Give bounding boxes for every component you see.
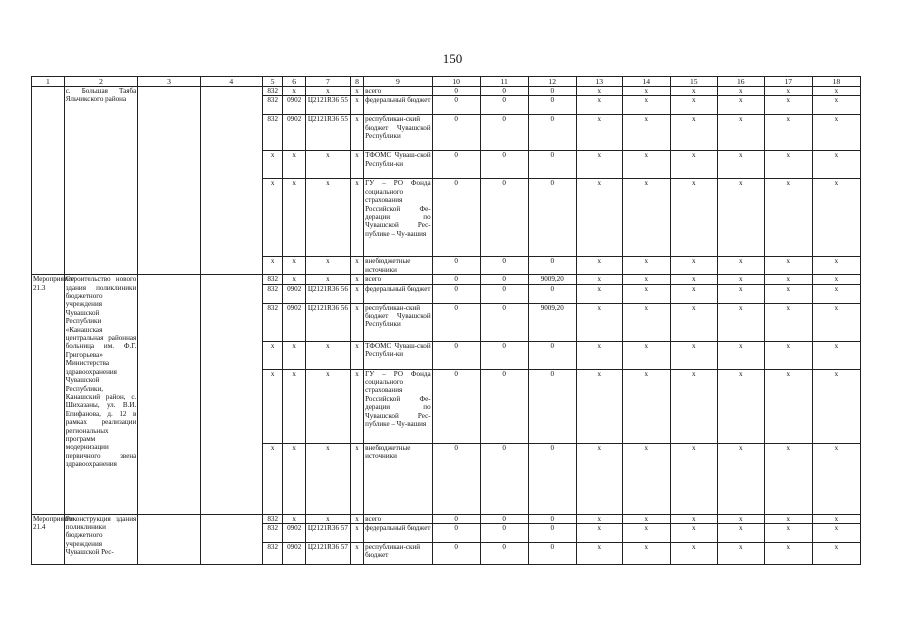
table-cell: х — [350, 543, 363, 565]
table-cell: 0 — [528, 543, 576, 565]
table-cell: х — [576, 514, 622, 523]
table-cell: 832 — [262, 514, 282, 523]
table-cell: х — [670, 87, 717, 96]
funding-source: республикан-ский бюджет Чувашской Республики — [364, 303, 432, 341]
funding-source: ГУ – РО Фонда социального страхования Российской Фе-дерации по Чувашской Рес-публике – Чу-вашия — [364, 369, 432, 443]
measure-description: с. Большая Таяба Яльчикского района — [64, 87, 138, 275]
table-cell: х — [717, 443, 764, 514]
table-cell: Ц2121R36 55 — [305, 115, 350, 151]
empty-cell — [200, 275, 262, 514]
table-cell: х — [764, 257, 812, 275]
table-cell: х — [812, 151, 860, 179]
column-header: 3 — [138, 77, 200, 87]
table-cell: 0 — [528, 115, 576, 151]
funding-source: республикан-ский бюджет Чувашской Республики — [364, 115, 432, 151]
table-cell: х — [350, 443, 363, 514]
table-cell: х — [622, 303, 670, 341]
table-cell: х — [812, 524, 860, 543]
table-cell: х — [576, 284, 622, 303]
table-cell: 9009,20 — [528, 303, 576, 341]
table-cell: 0 — [480, 524, 528, 543]
table-cell: 832 — [262, 96, 282, 115]
table-cell: х — [812, 284, 860, 303]
table-cell: х — [350, 303, 363, 341]
budget-table — [31, 76, 861, 565]
table-cell: х — [717, 151, 764, 179]
table-cell: х — [350, 369, 363, 443]
column-header: 9 — [364, 77, 432, 87]
column-header: 4 — [200, 77, 262, 87]
funding-source: всего — [364, 275, 432, 284]
table-cell: х — [717, 543, 764, 565]
table-cell: 0 — [432, 284, 480, 303]
table-cell: 0 — [480, 284, 528, 303]
column-header: 17 — [764, 77, 812, 87]
table-cell: 0 — [432, 87, 480, 96]
table-cell: 0 — [432, 115, 480, 151]
funding-source: федеральный бюджет — [364, 96, 432, 115]
table-cell: Ц2121R36 56 — [305, 284, 350, 303]
table-cell: 0 — [480, 257, 528, 275]
table-cell: х — [576, 341, 622, 369]
table-cell: Ц2121R36 56 — [305, 303, 350, 341]
table-cell: 0 — [528, 96, 576, 115]
table-cell: х — [305, 87, 350, 96]
column-header: 15 — [670, 77, 717, 87]
table-cell: х — [262, 341, 282, 369]
table-cell: 832 — [262, 524, 282, 543]
table-cell: 9009,20 — [528, 275, 576, 284]
column-header: 18 — [812, 77, 860, 87]
table-cell: 0 — [432, 543, 480, 565]
table-cell: 0 — [432, 179, 480, 257]
table-cell: 0 — [528, 284, 576, 303]
table-cell: Ц2121R36 57 — [305, 524, 350, 543]
table-cell: 832 — [262, 284, 282, 303]
table-cell: х — [305, 514, 350, 523]
table-cell: х — [283, 443, 305, 514]
table-cell: х — [764, 179, 812, 257]
table-cell: х — [670, 303, 717, 341]
table-cell: 0 — [432, 524, 480, 543]
table-cell: х — [812, 257, 860, 275]
table-cell: 0 — [528, 87, 576, 96]
table-cell: 0 — [480, 443, 528, 514]
table-cell: 0 — [480, 87, 528, 96]
table-cell: х — [576, 87, 622, 96]
table-cell: х — [305, 341, 350, 369]
table-cell: х — [622, 514, 670, 523]
table-cell: х — [350, 275, 363, 284]
column-header: 8 — [350, 77, 363, 87]
header-row — [32, 77, 861, 87]
table-cell: х — [670, 524, 717, 543]
table-cell: 0902 — [283, 284, 305, 303]
table-cell: х — [717, 514, 764, 523]
funding-source: федеральный бюджет — [364, 524, 432, 543]
table-cell: х — [622, 369, 670, 443]
table-cell: х — [812, 341, 860, 369]
table-row — [32, 87, 861, 96]
table-cell: 0 — [528, 341, 576, 369]
table-cell: х — [622, 524, 670, 543]
empty-cell — [138, 275, 200, 514]
measure-description: Реконструкция здания поликлиники бюджетного учреждения Чувашской Рес- — [64, 514, 138, 564]
table-cell: 832 — [262, 303, 282, 341]
table-cell: х — [812, 543, 860, 565]
funding-source: всего — [364, 87, 432, 96]
table-cell: х — [622, 275, 670, 284]
table-cell: 0 — [480, 115, 528, 151]
table-cell: х — [622, 543, 670, 565]
measure-number: Мероприятие 21.3 — [32, 275, 65, 514]
table-cell: 0 — [432, 514, 480, 523]
table-cell: х — [812, 275, 860, 284]
table-cell: х — [717, 257, 764, 275]
table-cell: 0 — [432, 341, 480, 369]
table-cell: 0 — [480, 96, 528, 115]
table-cell: х — [812, 115, 860, 151]
table-cell: х — [350, 514, 363, 523]
table-cell: х — [350, 284, 363, 303]
table-cell: х — [764, 543, 812, 565]
table-cell: х — [764, 96, 812, 115]
measure-description: Строительство нового здания поликлиники бюджетного учреждения Чувашской Республики «Канашская центральная районная больница им. Ф.Г. Григорьева» Министерства здравоохранения Чувашской Республики, Канашский район, с. Шихазаны, ул. В.И. Епифанова, д. 12 в рамках реализации региональных программ модернизации первичного звена здравоохранения — [64, 275, 138, 514]
table-cell: х — [305, 179, 350, 257]
table-cell: х — [283, 151, 305, 179]
table-cell: х — [622, 115, 670, 151]
table-cell: 0 — [528, 151, 576, 179]
table-cell: х — [764, 369, 812, 443]
table-cell: х — [576, 151, 622, 179]
table-cell: 0902 — [283, 96, 305, 115]
table-cell: х — [622, 179, 670, 257]
table-cell: х — [670, 284, 717, 303]
table-cell: 0 — [528, 524, 576, 543]
table-cell: х — [670, 369, 717, 443]
column-header: 14 — [622, 77, 670, 87]
table-cell: х — [283, 341, 305, 369]
table-cell: х — [350, 115, 363, 151]
table-cell: х — [670, 543, 717, 565]
funding-source: федеральный бюджет — [364, 284, 432, 303]
funding-source: ГУ – РО Фонда социального страхования Российской Фе-дерации по Чувашской Рес-публике – Чу-вашия — [364, 179, 432, 257]
table-cell: Ц2121R36 57 — [305, 543, 350, 565]
table-cell: х — [305, 275, 350, 284]
table-cell: 0 — [528, 179, 576, 257]
table-cell: х — [670, 275, 717, 284]
table-cell: 0902 — [283, 524, 305, 543]
table-cell: х — [262, 369, 282, 443]
table-cell: х — [305, 369, 350, 443]
table-cell: х — [283, 179, 305, 257]
table-cell: х — [305, 443, 350, 514]
table-cell: Ц2121R36 55 — [305, 96, 350, 115]
table-cell: 0 — [432, 151, 480, 179]
table-cell: 0 — [432, 275, 480, 284]
table-cell: х — [670, 115, 717, 151]
table-cell: х — [812, 179, 860, 257]
column-header: 1 — [32, 77, 65, 87]
table-cell: х — [717, 303, 764, 341]
table-body — [32, 77, 861, 565]
table-cell: 0 — [480, 341, 528, 369]
table-cell: х — [350, 179, 363, 257]
column-header: 2 — [64, 77, 138, 87]
table-cell: х — [283, 257, 305, 275]
table-cell: х — [576, 96, 622, 115]
column-header: 5 — [262, 77, 282, 87]
table-cell: х — [670, 257, 717, 275]
column-header: 11 — [480, 77, 528, 87]
column-header: 6 — [283, 77, 305, 87]
table-cell: х — [350, 257, 363, 275]
funding-source: всего — [364, 514, 432, 523]
table-cell: х — [717, 341, 764, 369]
table-cell: х — [717, 179, 764, 257]
empty-cell — [138, 87, 200, 275]
table-cell: х — [717, 284, 764, 303]
table-cell: х — [670, 443, 717, 514]
table-cell: х — [576, 303, 622, 341]
table-cell: х — [812, 96, 860, 115]
funding-source: ТФОМС Чуваш-ской Республи-ки — [364, 341, 432, 369]
table-cell: 0 — [480, 275, 528, 284]
table-cell: х — [350, 524, 363, 543]
table-cell: х — [576, 543, 622, 565]
table-row — [32, 275, 861, 284]
table-cell: х — [262, 257, 282, 275]
table-cell: х — [622, 87, 670, 96]
table-cell: х — [622, 257, 670, 275]
table-cell: 832 — [262, 87, 282, 96]
table-cell: х — [812, 87, 860, 96]
table-row — [32, 514, 861, 523]
table-cell: 0 — [480, 151, 528, 179]
table-cell: х — [283, 369, 305, 443]
table-cell: х — [622, 284, 670, 303]
table-cell: х — [764, 341, 812, 369]
column-header: 16 — [717, 77, 764, 87]
table-cell: 0902 — [283, 115, 305, 151]
page-number: 150 — [442, 51, 463, 66]
empty-cell — [200, 87, 262, 275]
table-cell: х — [717, 275, 764, 284]
table-cell: х — [764, 284, 812, 303]
table-cell: х — [622, 151, 670, 179]
table-cell: 0 — [480, 514, 528, 523]
empty-cell — [200, 514, 262, 564]
table-cell: 0902 — [283, 543, 305, 565]
table-cell: х — [670, 96, 717, 115]
funding-source: внебюджетные источники — [364, 443, 432, 514]
measure-number — [32, 87, 65, 275]
table-cell: 0 — [528, 369, 576, 443]
table-cell: 0 — [528, 257, 576, 275]
table-cell: х — [576, 524, 622, 543]
table-cell: х — [717, 115, 764, 151]
table-cell: 0 — [432, 443, 480, 514]
table-cell: х — [764, 115, 812, 151]
table-cell: х — [670, 514, 717, 523]
table-cell: х — [670, 151, 717, 179]
table-cell: х — [717, 96, 764, 115]
table-cell: х — [764, 87, 812, 96]
table-cell: х — [622, 341, 670, 369]
table-cell: х — [262, 443, 282, 514]
table-cell: х — [576, 275, 622, 284]
table-cell: х — [305, 257, 350, 275]
table-cell: х — [670, 179, 717, 257]
table-cell: 832 — [262, 115, 282, 151]
table-cell: х — [350, 96, 363, 115]
table-cell: х — [283, 87, 305, 96]
table-cell: 0 — [480, 543, 528, 565]
table-cell: х — [350, 151, 363, 179]
table-cell: х — [350, 87, 363, 96]
funding-source: республикан-ский бюджет — [364, 543, 432, 565]
table-cell: х — [576, 179, 622, 257]
column-header: 7 — [305, 77, 350, 87]
table-cell: 0 — [480, 369, 528, 443]
table-cell: х — [764, 443, 812, 514]
table-cell: 0 — [480, 303, 528, 341]
table-cell: 0902 — [283, 303, 305, 341]
column-header: 10 — [432, 77, 480, 87]
funding-source: ТФОМС Чуваш-ской Республи-ки — [364, 151, 432, 179]
table-cell: х — [576, 257, 622, 275]
table-cell: 0 — [528, 443, 576, 514]
table-cell: х — [262, 151, 282, 179]
table-cell: х — [764, 303, 812, 341]
table-cell: х — [764, 275, 812, 284]
table-cell: х — [812, 514, 860, 523]
table-cell: х — [812, 369, 860, 443]
table-cell: х — [283, 514, 305, 523]
table-cell: 0 — [432, 96, 480, 115]
table-cell: 0 — [432, 303, 480, 341]
table-cell: х — [576, 443, 622, 514]
table-cell: х — [283, 275, 305, 284]
table-cell: х — [576, 115, 622, 151]
table-cell: х — [812, 443, 860, 514]
table-cell: х — [576, 369, 622, 443]
table-cell: х — [717, 87, 764, 96]
table-cell: 0 — [480, 179, 528, 257]
table-cell: 832 — [262, 543, 282, 565]
table-cell: х — [622, 96, 670, 115]
table-cell: х — [812, 303, 860, 341]
table-cell: х — [717, 524, 764, 543]
table-cell: х — [717, 369, 764, 443]
funding-source: внебюджетные источники — [364, 257, 432, 275]
table-cell: х — [764, 514, 812, 523]
table-cell: х — [305, 151, 350, 179]
column-header: 13 — [576, 77, 622, 87]
empty-cell — [138, 514, 200, 564]
measure-number: Мероприятие 21.4 — [32, 514, 65, 564]
table-cell: х — [670, 341, 717, 369]
table-cell: х — [622, 443, 670, 514]
table-cell: 0 — [432, 369, 480, 443]
table-cell: х — [764, 524, 812, 543]
table-cell: 0 — [432, 257, 480, 275]
table-cell: х — [262, 179, 282, 257]
table-cell: х — [764, 151, 812, 179]
table-cell: 832 — [262, 275, 282, 284]
table-cell: 0 — [528, 514, 576, 523]
column-header: 12 — [528, 77, 576, 87]
table-cell: х — [350, 341, 363, 369]
